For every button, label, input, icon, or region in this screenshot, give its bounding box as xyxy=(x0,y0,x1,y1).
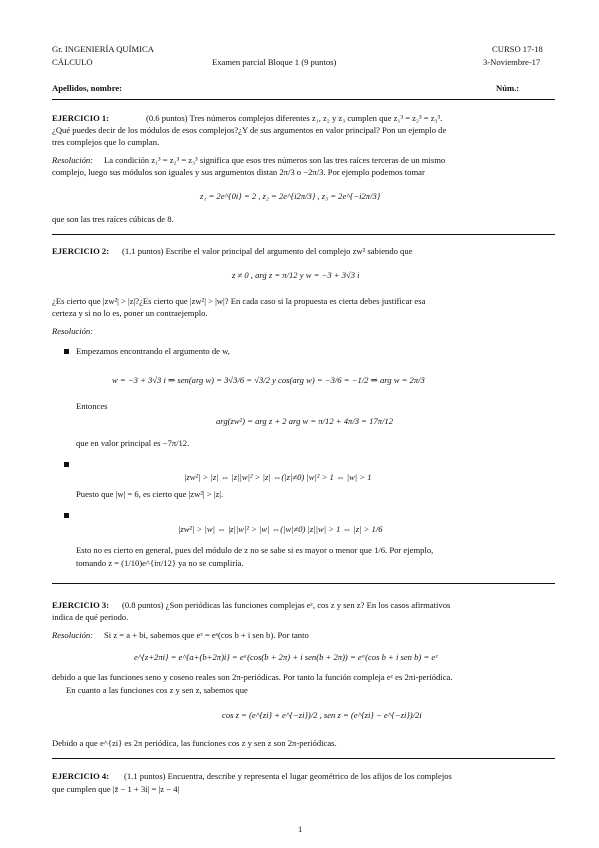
header-subject: CÁLCULO xyxy=(52,57,93,67)
divider xyxy=(52,234,555,235)
ex3-resolution-line2: debido a que las funciones seno y coseno reales son 2π-periódicas. Por tanto la función compleja eᶻ es 2πi-periódica. xyxy=(52,672,453,682)
ex3-equation-cos-sen: cos z = (e^{zi} + e^{−zi})/2 , sen z = (e^{zi} − e^{−zi})/2i xyxy=(222,710,422,720)
ex2-equation-zw2-gt-z: |zw²| > |z| ⇔ |z||w|² > |z| ⇔(|z|≠0) |w|² > 1 ⇔ |w| > 1 xyxy=(184,472,372,482)
ex4-title: EJERCICIO 4: xyxy=(52,771,110,781)
ex2-bullet2-text: Puesto que |w| = 6, es cierto que |zw²| > |z|. xyxy=(76,489,224,499)
ex1-statement-line2: ¿Qué puedes decir de los módulos de esos complejos?¿Y de sus argumentos en valor principal? Pon un ejemplo de xyxy=(52,125,447,135)
page-number: 1 xyxy=(298,824,303,834)
ex2-equation-conditions: z ≠ 0 , arg z = π/12 y w = −3 + 3√3 i xyxy=(232,270,360,280)
ex2-statement-line1: (1.1 puntos) Escribe el valor principal del argumento del complejo zw² sabiendo que xyxy=(122,246,413,256)
ex1-resolution-line2: complejo, luego sus módulos son iguales y sus argumentos distan 2π/3 o −2π/3. Por ejemplo podemos tomar xyxy=(52,167,425,177)
ex2-equation-zw2-gt-w: |zw²| > |w| ⇔ |z||w|² > |w| ⇔(|w|≠0) |z||w| > 1 ⇔ |z| > 1/6 xyxy=(178,524,383,534)
ex1-title: EJERCICIO 1: xyxy=(52,113,110,123)
header-date: 3-Noviembre-17 xyxy=(483,57,541,67)
ex1-equation: z₁ = 2e^{0i} = 2 , z₂ = 2e^{i2π/3} , z₃ = 2e^{−i2π/3} xyxy=(200,191,381,201)
ex2-statement-line3: certeza y si no lo es, poner un contraejemplo. xyxy=(52,308,208,318)
ex2-bullet3-line1: Esto no es cierto en general, pues del módulo de z no se sabe si es mayor o menor que 1/6. Por ejemplo, xyxy=(76,545,434,555)
ex2-entonces: Entonces xyxy=(76,401,108,411)
ex1-resolution-line1: La condición z₁³ = z₂³ = z₃³ significa que esos tres números son las tres raíces terceras de un mismo xyxy=(104,155,446,165)
divider xyxy=(52,758,555,759)
ex2-bullet3-line2: tomando z = (1/10)e^{iπ/12} ya no se cumpliría. xyxy=(76,558,244,568)
number-label: Núm.: xyxy=(496,83,520,93)
ex2-resolution-label: Resolución: xyxy=(52,326,94,336)
ex1-statement-line1: (0.6 puntos) Tres números complejos diferentes z₁, z₂ y z₃ cumplen que z₁³ = z₂³ = z₃³. xyxy=(146,113,443,123)
ex3-resolution-line3: En cuanto a las funciones cos z y sen z, sabemos que xyxy=(66,685,248,695)
name-label: Apellidos, nombre: xyxy=(52,83,123,93)
header-course: CURSO 17-18 xyxy=(492,44,543,54)
ex3-equation-periodicity: e^{z+2πi} = e^{a+(b+2π)i} = eᵃ(cos(b + 2π) + i sen(b + 2π)) = eᵃ(cos b + i sen b) = eᶻ xyxy=(134,652,438,662)
ex4-statement-line1: (1.1 puntos) Encuentra, describe y representa el lugar geométrico de los afijos de los complejos xyxy=(124,771,452,781)
ex3-title: EJERCICIO 3: xyxy=(52,600,110,610)
divider xyxy=(52,583,555,584)
header-exam-title: Examen parcial Bloque 1 (9 puntos) xyxy=(212,57,337,67)
ex1-resolution-label: Resolución: xyxy=(52,155,94,165)
ex3-statement-line2: indica de qué periodo. xyxy=(52,612,129,622)
bullet-icon xyxy=(64,513,69,518)
ex3-statement-line1: (0.8 puntos) ¿Son periódicas las funciones complejas eᶻ, cos z y sen z? En los casos afirmativos xyxy=(122,600,451,610)
ex2-principal-value: que en valor principal es −7π/12. xyxy=(76,438,190,448)
ex3-resolution-line1: Si z = a + bi, sabemos que eᶻ = eᵃ(cos b + i sen b). Por tanto xyxy=(104,630,309,640)
bullet-icon xyxy=(64,349,69,354)
ex2-statement-line2: ¿Es cierto que |zw²| > |z|?¿Es cierto que |zw²| > |w|? En cada caso si la propuesta es cierta debes justificar esa xyxy=(52,296,426,306)
ex2-equation-arg-zw2: arg(zw²) = arg z + 2 arg w = π/12 + 4π/3 = 17π/12 xyxy=(216,416,393,426)
ex2-equation-arg-w: w = −3 + 3√3 i ⇒ sen(arg w) = 3√3/6 = √3/2 y cos(arg w) = −3/6 = −1/2 ⇒ arg w = 2π/3 xyxy=(112,375,425,385)
header-degree: Gr. INGENIERÍA QUÍMICA xyxy=(52,44,154,54)
ex2-bullet1-text: Empezamos encontrando el argumento de w, xyxy=(76,346,230,356)
ex1-resolution-line3: que son las tres raíces cúbicas de 8. xyxy=(52,214,174,224)
ex3-resolution-line4: Debido a que e^{zi} es 2π periódica, las funciones cos z y sen z son 2π-periódicas. xyxy=(52,738,337,748)
bullet-icon xyxy=(64,462,69,467)
ex3-resolution-label: Resolución: xyxy=(52,630,94,640)
ex1-statement-line3: tres complejos que lo cumplan. xyxy=(52,137,160,147)
divider xyxy=(52,99,555,100)
ex4-statement-line2: que cumplen que |z̄ − 1 + 3i| = |z − 4| xyxy=(52,784,180,794)
ex2-title: EJERCICIO 2: xyxy=(52,246,110,256)
